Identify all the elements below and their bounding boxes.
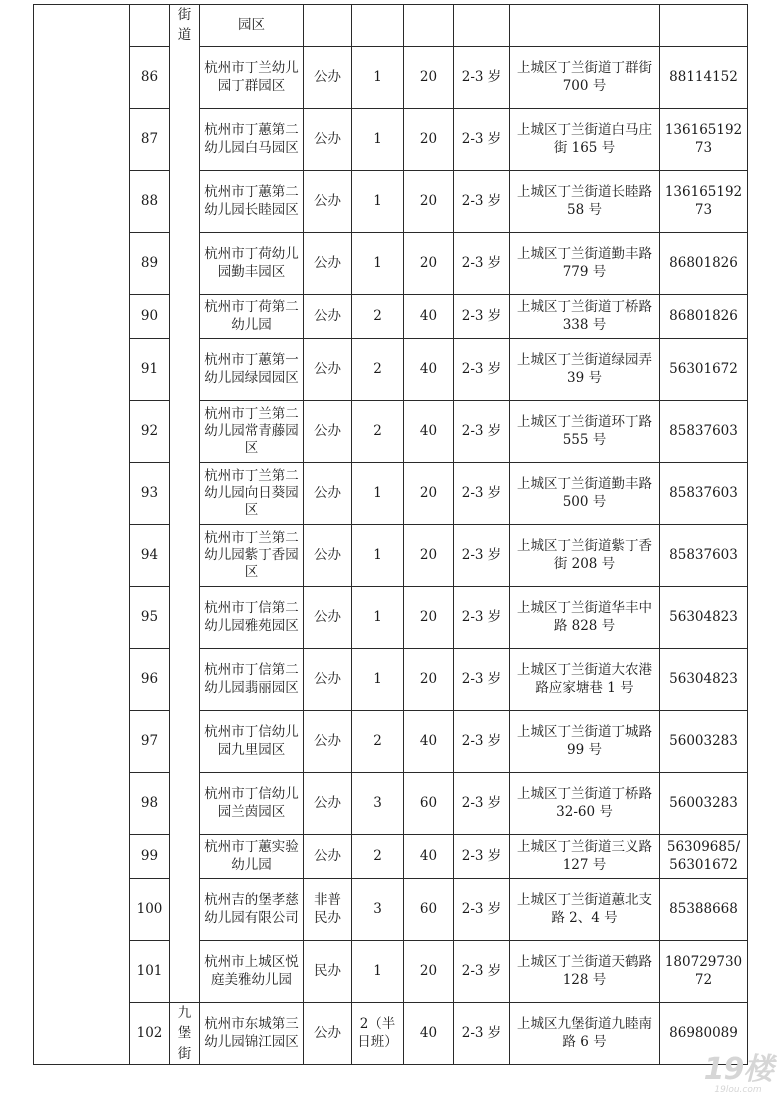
age-cell: 2-3 岁	[454, 109, 510, 171]
classes-cell: 1	[352, 233, 404, 295]
type-cell: 公办	[304, 711, 352, 773]
age-cell: 2-3 岁	[454, 171, 510, 233]
address-cell: 上城区丁兰街道勤丰路 500 号	[510, 463, 660, 525]
row-number-cell: 101	[130, 941, 170, 1003]
type-cell: 公办	[304, 339, 352, 401]
kindergarten-name-cell: 杭州市东城第三幼儿园锦江园区	[200, 1003, 304, 1065]
type-cell	[304, 5, 352, 47]
row-number-cell: 99	[130, 835, 170, 879]
phone-cell: 56301672	[660, 339, 748, 401]
capacity-cell	[404, 5, 454, 47]
row-number-cell: 96	[130, 649, 170, 711]
classes-cell: 1	[352, 941, 404, 1003]
capacity-cell: 40	[404, 295, 454, 339]
classes-cell: 3	[352, 773, 404, 835]
table-row	[34, 233, 748, 295]
classes-cell: 1	[352, 109, 404, 171]
street-cell-dinglan	[170, 5, 200, 1003]
age-cell: 2-3 岁	[454, 401, 510, 463]
table-row	[34, 773, 748, 835]
phone-cell: 18072973072	[660, 941, 748, 1003]
table-row	[34, 295, 748, 339]
row-number-cell: 93	[130, 463, 170, 525]
kindergarten-name-cell: 杭州市丁信第二幼儿园翡丽园区	[200, 649, 304, 711]
type-cell: 公办	[304, 525, 352, 587]
street-label: 九堡街	[177, 1005, 192, 1062]
capacity-cell: 20	[404, 171, 454, 233]
row-number-cell	[130, 5, 170, 47]
address-cell: 上城区丁兰街道勤丰路 779 号	[510, 233, 660, 295]
type-cell: 非普民办	[304, 879, 352, 941]
age-cell: 2-3 岁	[454, 941, 510, 1003]
classes-cell: 2	[352, 835, 404, 879]
classes-cell: 1	[352, 171, 404, 233]
age-cell: 2-3 岁	[454, 835, 510, 879]
kindergarten-name-cell: 杭州市丁蕙第一幼儿园绿园园区	[200, 339, 304, 401]
table-row	[34, 941, 748, 1003]
phone-cell: 85388668	[660, 879, 748, 941]
kindergarten-name-cell: 杭州市上城区悦庭美雅幼儿园	[200, 941, 304, 1003]
row-number-cell: 98	[130, 773, 170, 835]
age-cell: 2-3 岁	[454, 879, 510, 941]
address-cell: 上城区丁兰街道长睦路 58 号	[510, 171, 660, 233]
kindergarten-name-cell: 杭州市丁蕙实验幼儿园	[200, 835, 304, 879]
classes-cell: 2	[352, 295, 404, 339]
classes-cell	[352, 5, 404, 47]
address-cell: 上城区丁兰街道绿园弄 39 号	[510, 339, 660, 401]
phone-cell: 85837603	[660, 525, 748, 587]
kindergarten-name-cell: 杭州市丁蕙第二幼儿园白马园区	[200, 109, 304, 171]
kindergarten-name-cell: 杭州市丁信幼儿园兰茵园区	[200, 773, 304, 835]
table-row-continued	[34, 5, 748, 47]
capacity-cell: 20	[404, 463, 454, 525]
classes-cell: 1	[352, 525, 404, 587]
classes-cell: 2	[352, 711, 404, 773]
capacity-cell: 40	[404, 711, 454, 773]
table-row	[34, 171, 748, 233]
type-cell: 公办	[304, 47, 352, 109]
age-cell: 2-3 岁	[454, 463, 510, 525]
classes-cell: 2	[352, 401, 404, 463]
district-cell	[34, 5, 130, 1065]
type-cell: 公办	[304, 233, 352, 295]
age-cell: 2-3 岁	[454, 1003, 510, 1065]
age-cell: 2-3 岁	[454, 587, 510, 649]
kindergarten-name-cell: 杭州市丁兰第二幼儿园常青藤园区	[200, 401, 304, 463]
classes-cell: 1	[352, 47, 404, 109]
age-cell: 2-3 岁	[454, 649, 510, 711]
phone-cell: 56309685/56301672	[660, 835, 748, 879]
kindergarten-name-cell: 杭州市丁信幼儿园九里园区	[200, 711, 304, 773]
type-cell: 公办	[304, 1003, 352, 1065]
phone-cell: 88114152	[660, 47, 748, 109]
row-number-cell: 86	[130, 47, 170, 109]
type-cell: 公办	[304, 109, 352, 171]
phone-cell: 56304823	[660, 649, 748, 711]
table-row	[34, 525, 748, 587]
kindergarten-name-cell: 杭州市丁兰幼儿园丁群园区	[200, 47, 304, 109]
table-row	[34, 47, 748, 109]
kindergarten-name-cell: 杭州市丁荷幼儿园勤丰园区	[200, 233, 304, 295]
address-cell	[510, 5, 660, 47]
table-row	[34, 711, 748, 773]
classes-cell: 3	[352, 879, 404, 941]
type-cell: 公办	[304, 649, 352, 711]
age-cell: 2-3 岁	[454, 711, 510, 773]
table-row	[34, 879, 748, 941]
address-cell: 上城区丁兰街道紫丁香街 208 号	[510, 525, 660, 587]
phone-cell: 56003283	[660, 711, 748, 773]
kindergarten-name-cell: 杭州吉的堡孝慈幼儿园有限公司	[200, 879, 304, 941]
row-number-cell: 100	[130, 879, 170, 941]
phone-cell: 13616519273	[660, 171, 748, 233]
classes-cell: 2（半日班）	[352, 1003, 404, 1065]
address-cell: 上城区丁兰街道蕙北支路 2、4 号	[510, 879, 660, 941]
address-cell: 上城区丁兰街道丁桥路 32-60 号	[510, 773, 660, 835]
type-cell: 公办	[304, 835, 352, 879]
kindergarten-name-cell: 园区	[200, 5, 304, 47]
watermark-site: 19lou.com	[714, 1085, 762, 1095]
capacity-cell: 60	[404, 879, 454, 941]
table-row	[34, 649, 748, 711]
table-row	[34, 463, 748, 525]
type-cell: 公办	[304, 463, 352, 525]
type-cell: 公办	[304, 401, 352, 463]
kindergarten-name-cell: 杭州市丁兰第二幼儿园紫丁香园区	[200, 525, 304, 587]
address-cell: 上城区丁兰街道天鹤路 128 号	[510, 941, 660, 1003]
kindergarten-name-cell: 杭州市丁兰第二幼儿园向日葵园区	[200, 463, 304, 525]
address-cell: 上城区丁兰街道丁群街 700 号	[510, 47, 660, 109]
type-cell: 公办	[304, 295, 352, 339]
table-row	[34, 835, 748, 879]
capacity-cell: 40	[404, 835, 454, 879]
table-row	[34, 587, 748, 649]
address-cell: 上城区丁兰街道大农港路应家塘巷 1 号	[510, 649, 660, 711]
street-label: 街道	[177, 7, 192, 44]
capacity-cell: 40	[404, 1003, 454, 1065]
phone-cell: 86801826	[660, 233, 748, 295]
capacity-cell: 20	[404, 525, 454, 587]
kindergarten-name-cell: 杭州市丁蕙第二幼儿园长睦园区	[200, 171, 304, 233]
classes-cell: 1	[352, 463, 404, 525]
row-number-cell: 87	[130, 109, 170, 171]
age-cell: 2-3 岁	[454, 295, 510, 339]
kindergarten-name-cell: 杭州市丁荷第二幼儿园	[200, 295, 304, 339]
row-number-cell: 94	[130, 525, 170, 587]
age-cell	[454, 5, 510, 47]
row-number-cell: 90	[130, 295, 170, 339]
capacity-cell: 40	[404, 339, 454, 401]
phone-cell	[660, 5, 748, 47]
phone-cell: 56304823	[660, 587, 748, 649]
phone-cell: 13616519273	[660, 109, 748, 171]
table-row-jiubao	[34, 1003, 748, 1065]
table-row	[34, 401, 748, 463]
age-cell: 2-3 岁	[454, 339, 510, 401]
row-number-cell: 88	[130, 171, 170, 233]
site-watermark	[702, 1052, 774, 1097]
classes-cell: 1	[352, 587, 404, 649]
capacity-cell: 20	[404, 649, 454, 711]
type-cell: 公办	[304, 773, 352, 835]
capacity-cell: 20	[404, 47, 454, 109]
address-cell: 上城区丁兰街道白马庄街 165 号	[510, 109, 660, 171]
phone-cell: 85837603	[660, 463, 748, 525]
capacity-cell: 60	[404, 773, 454, 835]
kindergarten-table	[33, 4, 748, 1065]
age-cell: 2-3 岁	[454, 47, 510, 109]
classes-cell: 2	[352, 339, 404, 401]
type-cell: 民办	[304, 941, 352, 1003]
phone-cell: 86980089	[660, 1003, 748, 1065]
row-number-cell: 97	[130, 711, 170, 773]
phone-cell: 86801826	[660, 295, 748, 339]
address-cell: 上城区丁兰街道环丁路 555 号	[510, 401, 660, 463]
street-cell-jiubao	[170, 1003, 200, 1065]
address-cell: 上城区丁兰街道丁城路 99 号	[510, 711, 660, 773]
address-cell: 上城区丁兰街道三义路 127 号	[510, 835, 660, 879]
capacity-cell: 20	[404, 941, 454, 1003]
phone-cell: 85837603	[660, 401, 748, 463]
capacity-cell: 20	[404, 233, 454, 295]
age-cell: 2-3 岁	[454, 773, 510, 835]
row-number-cell: 95	[130, 587, 170, 649]
watermark-logo: 19楼	[703, 1052, 773, 1087]
row-number-cell: 92	[130, 401, 170, 463]
classes-cell: 1	[352, 649, 404, 711]
table-row	[34, 109, 748, 171]
capacity-cell: 20	[404, 109, 454, 171]
row-number-cell: 91	[130, 339, 170, 401]
row-number-cell: 89	[130, 233, 170, 295]
address-cell: 上城区九堡街道九睦南路 6 号	[510, 1003, 660, 1065]
row-number-cell: 102	[130, 1003, 170, 1065]
age-cell: 2-3 岁	[454, 233, 510, 295]
table-body	[34, 5, 748, 1065]
type-cell: 公办	[304, 171, 352, 233]
kindergarten-name-cell: 杭州市丁信第二幼儿园雅苑园区	[200, 587, 304, 649]
capacity-cell: 20	[404, 587, 454, 649]
capacity-cell: 40	[404, 401, 454, 463]
address-cell: 上城区丁兰街道丁桥路 338 号	[510, 295, 660, 339]
age-cell: 2-3 岁	[454, 525, 510, 587]
phone-cell: 56003283	[660, 773, 748, 835]
type-cell: 公办	[304, 587, 352, 649]
table-row	[34, 339, 748, 401]
address-cell: 上城区丁兰街道华丰中路 828 号	[510, 587, 660, 649]
